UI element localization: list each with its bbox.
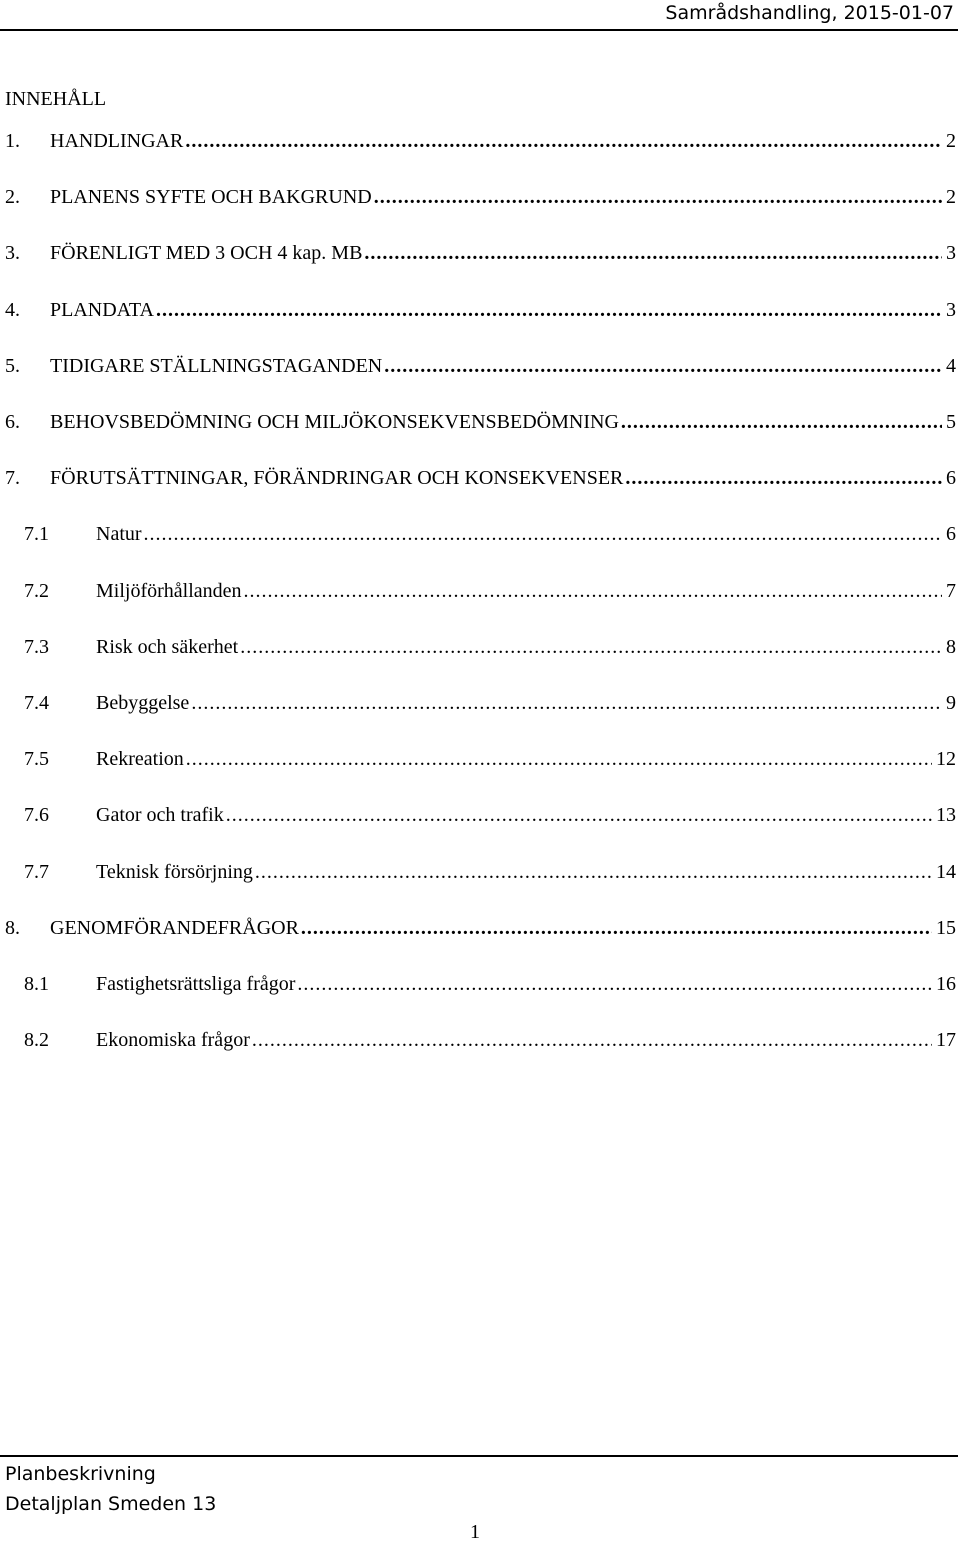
footer-plan-name: Detaljplan Smeden 13 bbox=[5, 1493, 217, 1515]
dot-leader bbox=[297, 971, 932, 997]
toc-entry-page: 8 bbox=[946, 636, 956, 658]
toc-entry-page: 9 bbox=[946, 692, 956, 714]
toc-entry-number: 5. bbox=[5, 355, 20, 377]
toc-entry[interactable] bbox=[5, 297, 956, 323]
dot-leader bbox=[621, 409, 942, 435]
toc-entry[interactable] bbox=[5, 690, 956, 716]
toc-entry-label: Gator och trafik bbox=[96, 804, 224, 826]
dot-leader bbox=[364, 240, 942, 266]
toc-entry-label: PLANDATA bbox=[50, 299, 154, 321]
toc-entry-number: 7.2 bbox=[24, 580, 49, 602]
dot-leader bbox=[374, 184, 942, 210]
toc-entry[interactable] bbox=[5, 521, 956, 547]
toc-entry-number: 7.4 bbox=[24, 692, 49, 714]
toc-entry[interactable] bbox=[5, 409, 956, 435]
toc-entry-label: Risk och säkerhet bbox=[96, 636, 239, 658]
toc-entry-label: Rekreation bbox=[96, 748, 184, 770]
toc-entry-label: BEHOVSBEDÖMNING OCH MILJÖKONSEKVENSBEDÖMNING bbox=[50, 411, 619, 433]
toc-entry-page: 7 bbox=[946, 580, 956, 602]
dot-leader bbox=[156, 297, 942, 323]
toc-entry-label: Fastighetsrättsliga frågor bbox=[96, 973, 296, 995]
dot-leader bbox=[191, 690, 942, 716]
toc-entry-label: Bebyggelse bbox=[96, 692, 190, 714]
toc-entry-number: 8.1 bbox=[24, 973, 49, 995]
toc-entry[interactable] bbox=[5, 746, 956, 772]
toc-entry-page: 2 bbox=[946, 186, 956, 208]
footer-divider bbox=[0, 1455, 958, 1457]
toc-entry[interactable] bbox=[5, 128, 956, 154]
toc-entry[interactable] bbox=[5, 859, 956, 885]
toc-entry[interactable] bbox=[5, 802, 956, 828]
toc-entry-page: 5 bbox=[946, 411, 956, 433]
toc-entry-number: 4. bbox=[5, 299, 20, 321]
toc-entry-label: HANDLINGAR bbox=[50, 130, 184, 152]
toc-entry-page: 4 bbox=[946, 355, 956, 377]
toc-entry-number: 8.2 bbox=[24, 1029, 49, 1051]
toc-entry-number: 3. bbox=[5, 242, 20, 264]
toc-entry-page: 13 bbox=[936, 804, 956, 826]
toc-entry-number: 7. bbox=[5, 467, 20, 489]
toc-entry[interactable] bbox=[5, 915, 956, 941]
toc-entry-label: FÖRENLIGT MED 3 OCH 4 kap. MB bbox=[50, 242, 363, 264]
dot-leader bbox=[240, 634, 942, 660]
toc-entry-page: 3 bbox=[946, 242, 956, 264]
dot-leader bbox=[252, 1027, 932, 1053]
toc-entry-number: 6. bbox=[5, 411, 20, 433]
toc-entry-number: 7.5 bbox=[24, 748, 49, 770]
toc-entry-number: 7.1 bbox=[24, 523, 49, 545]
toc-entry-label: GENOMFÖRANDEFRÅGOR bbox=[50, 917, 299, 939]
dot-leader bbox=[186, 746, 932, 772]
footer-document-type: Planbeskrivning bbox=[5, 1463, 156, 1485]
toc-entry-label: FÖRUTSÄTTNINGAR, FÖRÄNDRINGAR OCH KONSEKVENSER bbox=[50, 467, 624, 489]
dot-leader bbox=[301, 915, 932, 941]
header-divider bbox=[0, 29, 958, 31]
toc-entry-page: 12 bbox=[936, 748, 956, 770]
toc-entry-label: TIDIGARE STÄLLNINGSTAGANDEN bbox=[50, 355, 383, 377]
toc-entry-number: 7.7 bbox=[24, 861, 49, 883]
page-number: 1 bbox=[470, 1521, 480, 1543]
toc-entry[interactable] bbox=[5, 1027, 956, 1053]
toc-entry[interactable] bbox=[5, 971, 956, 997]
dot-leader bbox=[625, 465, 942, 491]
toc-entry-page: 3 bbox=[946, 299, 956, 321]
toc-entry-number: 1. bbox=[5, 130, 20, 152]
dot-leader bbox=[255, 859, 932, 885]
dot-leader bbox=[244, 578, 942, 604]
toc-entry-page: 2 bbox=[946, 130, 956, 152]
toc-entry-page: 16 bbox=[936, 973, 956, 995]
dot-leader bbox=[144, 521, 942, 547]
toc-entry[interactable] bbox=[5, 578, 956, 604]
toc-entry-label: Natur bbox=[96, 523, 142, 545]
toc-entry-label: Miljöförhållanden bbox=[96, 580, 242, 602]
toc-entry-page: 14 bbox=[936, 861, 956, 883]
toc-entry-label: Ekonomiska frågor bbox=[96, 1029, 250, 1051]
toc-entry[interactable] bbox=[5, 353, 956, 379]
toc-entry-number: 7.6 bbox=[24, 804, 49, 826]
toc-entry-number: 8. bbox=[5, 917, 20, 939]
toc-entry[interactable] bbox=[5, 240, 956, 266]
toc-entry-number: 2. bbox=[5, 186, 20, 208]
toc-entry-number: 7.3 bbox=[24, 636, 49, 658]
toc-entry-page: 6 bbox=[946, 467, 956, 489]
dot-leader bbox=[185, 128, 942, 154]
document-status: Samrådshandling, 2015-01-07 bbox=[665, 2, 954, 24]
toc-entry[interactable] bbox=[5, 634, 956, 660]
toc-entry-page: 17 bbox=[936, 1029, 956, 1051]
toc-entry[interactable] bbox=[5, 184, 956, 210]
dot-leader bbox=[226, 802, 932, 828]
toc-entry-page: 15 bbox=[936, 917, 956, 939]
toc-entry-label: PLANENS SYFTE OCH BAKGRUND bbox=[50, 186, 372, 208]
toc-entry-page: 6 bbox=[946, 523, 956, 545]
toc-heading: INNEHÅLL bbox=[5, 88, 107, 110]
toc-entry[interactable] bbox=[5, 465, 956, 491]
dot-leader bbox=[384, 353, 942, 379]
toc-entry-label: Teknisk försörjning bbox=[96, 861, 253, 883]
